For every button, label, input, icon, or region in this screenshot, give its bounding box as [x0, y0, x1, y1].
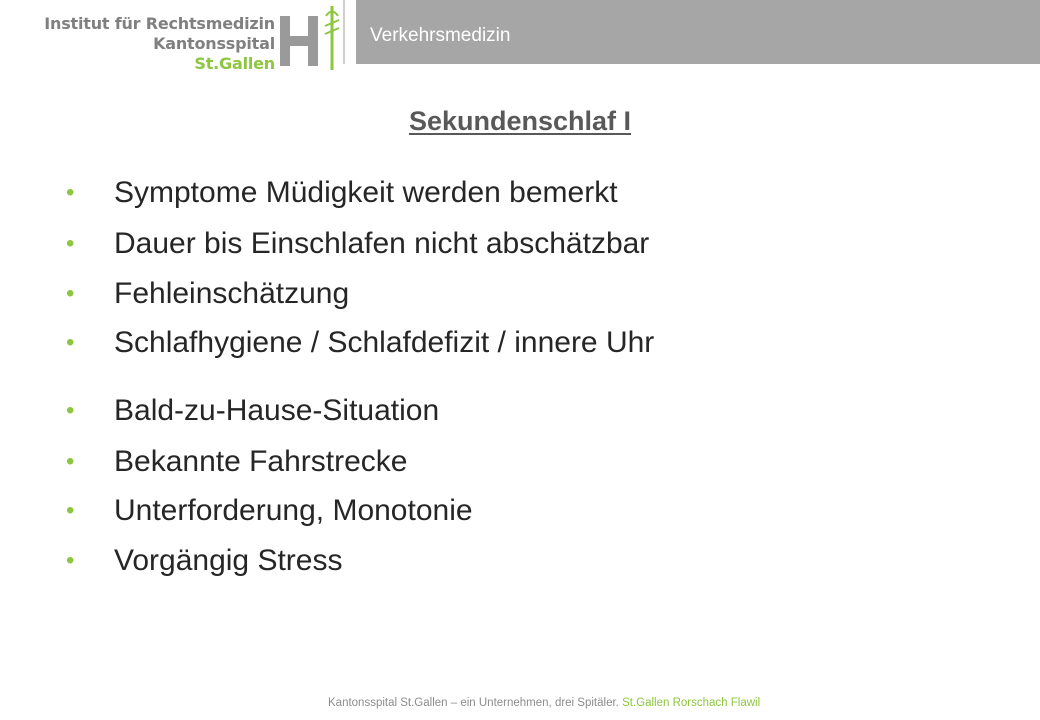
slide-title: Sekundenschlaf I	[408, 106, 632, 136]
bullet-dot-icon: •	[66, 547, 75, 574]
section-label: Verkehrsmedizin	[370, 25, 511, 46]
bullet-text: Fehleinschätzung	[114, 277, 350, 310]
bullet-dot-icon: •	[66, 230, 75, 257]
footer-sites: St.Gallen Rorschach Flawil	[622, 697, 761, 709]
bullet-text: Dauer bis Einschlafen nicht abschätzbar	[114, 227, 650, 260]
bullet-dot-icon: •	[66, 497, 75, 524]
footer	[328, 697, 760, 709]
logo-line-institute: Institut für Rechtsmedizin	[44, 14, 275, 33]
hospital-h-logo-icon	[278, 0, 346, 72]
bullet-dot-icon: •	[66, 448, 75, 475]
bullet-dot-icon: •	[66, 280, 75, 307]
bullet-dot-icon: •	[66, 179, 75, 206]
bullet-dot-icon: •	[66, 397, 75, 424]
bullet-text: Vorgängig Stress	[114, 544, 343, 577]
bullet-dot-icon: •	[66, 329, 75, 356]
logo-line-hospital: Kantonsspital	[153, 34, 275, 53]
bullet-text: Bald-zu-Hause-Situation	[114, 394, 440, 427]
bullet-text: Unterforderung, Monotonie	[114, 494, 473, 527]
institute-logo-text	[44, 14, 275, 74]
bullet-text: Bekannte Fahrstrecke	[114, 445, 408, 478]
footer-text: Kantonsspital St.Gallen – ein Unternehmen, drei Spitäler.	[328, 697, 619, 709]
bullet-text: Schlafhygiene / Schlafdefizit / innere Uhr	[114, 326, 655, 359]
bullet-text: Symptome Müdigkeit werden bemerkt	[114, 176, 618, 209]
logo-line-city: St.Gallen	[194, 54, 275, 73]
